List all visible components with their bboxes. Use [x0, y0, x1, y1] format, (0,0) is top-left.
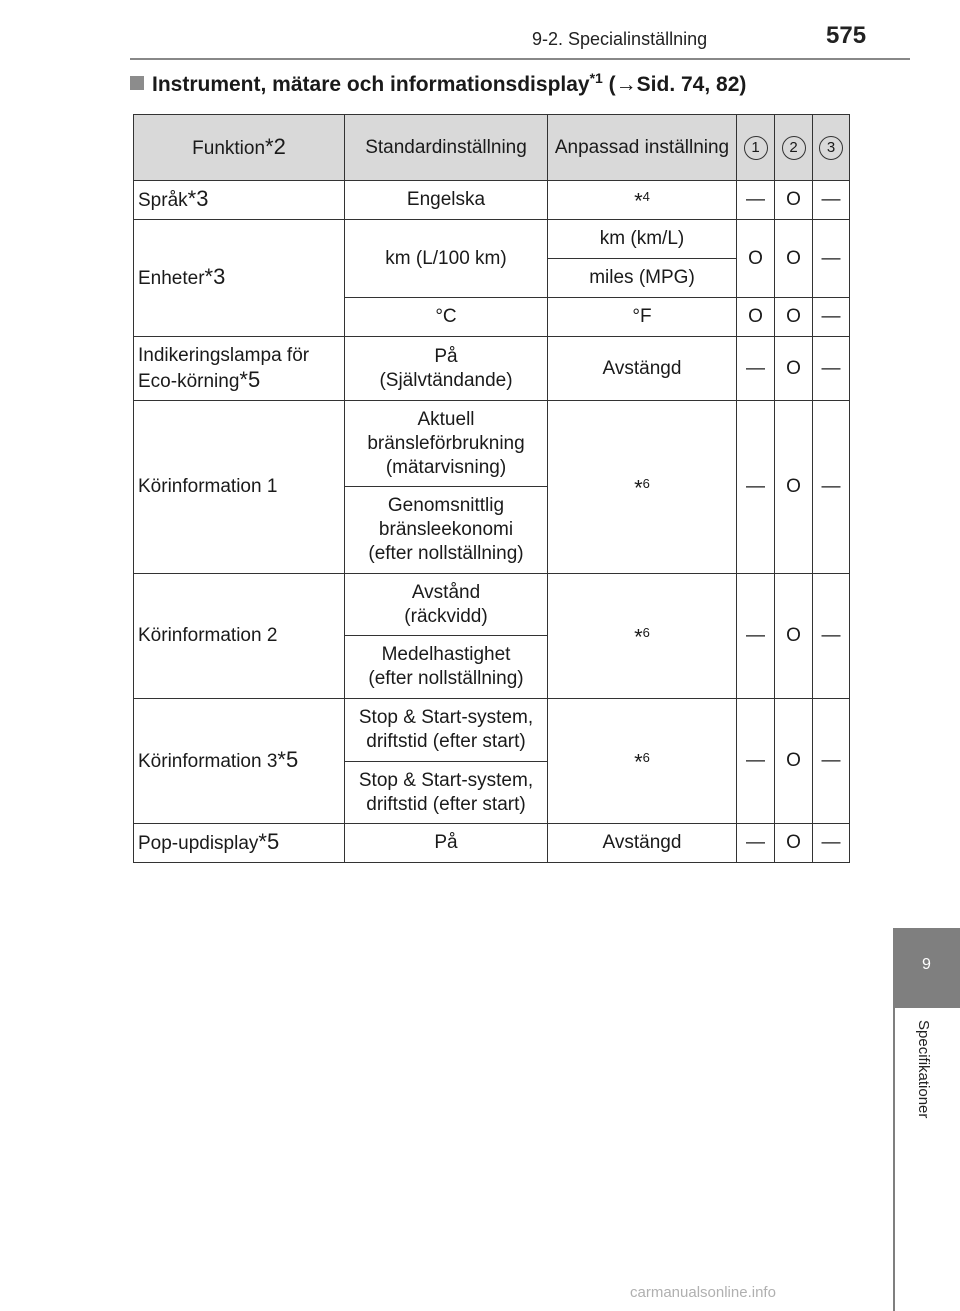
- cell-standard: Engelska: [345, 181, 548, 220]
- cell-col-3: —: [813, 574, 850, 699]
- cell-col-1: O: [737, 220, 775, 298]
- circled-two-icon: 2: [782, 136, 806, 160]
- cell-col-2: O: [775, 824, 813, 863]
- chapter-label: Specifikationer: [915, 1020, 932, 1119]
- cell-col-1: —: [737, 337, 775, 401]
- cell-col-1: —: [737, 699, 775, 824]
- cell-custom: °F: [548, 298, 737, 337]
- cell-standard: Stop & Start-system, driftstid (efter start): [345, 762, 548, 824]
- cell-col-3: —: [813, 401, 850, 574]
- section-title: [130, 70, 746, 97]
- cell-custom: miles (MPG): [548, 259, 737, 298]
- cell-col-1: —: [737, 824, 775, 863]
- row-label-enheter: Enheter*3: [134, 220, 345, 337]
- cell-custom: *$^6$: [548, 574, 737, 699]
- cell-col-1: —: [737, 181, 775, 220]
- page-number: 575: [826, 22, 867, 49]
- cell-col-3: —: [813, 220, 850, 298]
- cell-col-2: O: [775, 298, 813, 337]
- table-row: [134, 181, 850, 220]
- cell-standard: Avstånd (räckvidd): [345, 574, 548, 636]
- table-row: [134, 824, 850, 863]
- header-anpassad: Anpassad inställning: [548, 115, 737, 181]
- header-col-1: [737, 115, 775, 181]
- settings-table: [133, 114, 850, 863]
- cell-col-2: O: [775, 699, 813, 824]
- cell-standard: På: [345, 824, 548, 863]
- title-text: Instrument, mätare och informationsdisplay: [152, 73, 590, 96]
- cell-col-3: —: [813, 298, 850, 337]
- section-label: 9-2. Specialinställning: [532, 29, 708, 49]
- cell-col-2: O: [775, 220, 813, 298]
- cell-custom: *$^6$: [548, 699, 737, 824]
- cell-col-3: —: [813, 181, 850, 220]
- cell-col-1: —: [737, 574, 775, 699]
- header-col-3: [813, 115, 850, 181]
- cell-custom: Avstängd: [548, 337, 737, 401]
- circled-three-icon: 3: [819, 136, 843, 160]
- title-page-ref[interactable]: Sid. 74, 82): [636, 73, 747, 96]
- square-bullet-icon: [130, 76, 144, 90]
- header-rule: [130, 58, 910, 60]
- cell-custom: km (km/L): [548, 220, 737, 259]
- row-label-korinfo-1: Körinformation 1: [134, 401, 345, 574]
- arrow-right-icon: →: [615, 73, 637, 96]
- row-label-korinfo-3: Körinformation 3*5: [134, 699, 345, 824]
- header-funktion: Funktion*2: [134, 115, 345, 181]
- cell-col-2: O: [775, 574, 813, 699]
- title-ref-open: (: [602, 73, 616, 96]
- table-row: [134, 337, 850, 401]
- cell-col-2: O: [775, 401, 813, 574]
- cell-standard: km (L/100 km): [345, 220, 548, 298]
- row-label-eco: Indikeringslampa för Eco-körning*5: [134, 337, 345, 401]
- row-label-popup: Pop-updisplay*5: [134, 824, 345, 863]
- cell-col-3: —: [813, 699, 850, 824]
- header-standard: Standardinställning: [345, 115, 548, 181]
- cell-standard: Aktuell bränsleförbrukning (mätarvisning): [345, 401, 548, 487]
- cell-standard: °C: [345, 298, 548, 337]
- cell-col-1: O: [737, 298, 775, 337]
- cell-col-1: —: [737, 401, 775, 574]
- row-label-korinfo-2: Körinformation 2: [134, 574, 345, 699]
- cell-standard: Stop & Start-system, driftstid (efter start): [345, 699, 548, 762]
- watermark: carmanualsonline.info: [630, 1284, 776, 1301]
- chapter-tab[interactable]: [893, 928, 960, 1008]
- cell-col-3: —: [813, 337, 850, 401]
- cell-col-3: —: [813, 824, 850, 863]
- cell-col-2: O: [775, 181, 813, 220]
- row-label-sprak: Språk*3: [134, 181, 345, 220]
- table-row: [134, 574, 850, 636]
- cell-standard: Genomsnittlig bränsleekonomi (efter nollställning): [345, 487, 548, 574]
- cell-custom: Avstängd: [548, 824, 737, 863]
- cell-custom: *$^4$: [548, 181, 737, 220]
- cell-col-2: O: [775, 337, 813, 401]
- table-row: [134, 401, 850, 487]
- header-col-2: [775, 115, 813, 181]
- chapter-number: 9: [922, 956, 931, 973]
- table-header-row: [134, 115, 850, 181]
- page-header: [0, 0, 960, 60]
- table-row: [134, 220, 850, 259]
- table-row: [134, 699, 850, 762]
- circled-one-icon: 1: [744, 136, 768, 160]
- cell-standard: Medelhastighet (efter nollställning): [345, 636, 548, 699]
- title-footnote: *1: [589, 70, 603, 86]
- cell-standard: På (Självtändande): [345, 337, 548, 401]
- cell-custom: *$^6$: [548, 401, 737, 574]
